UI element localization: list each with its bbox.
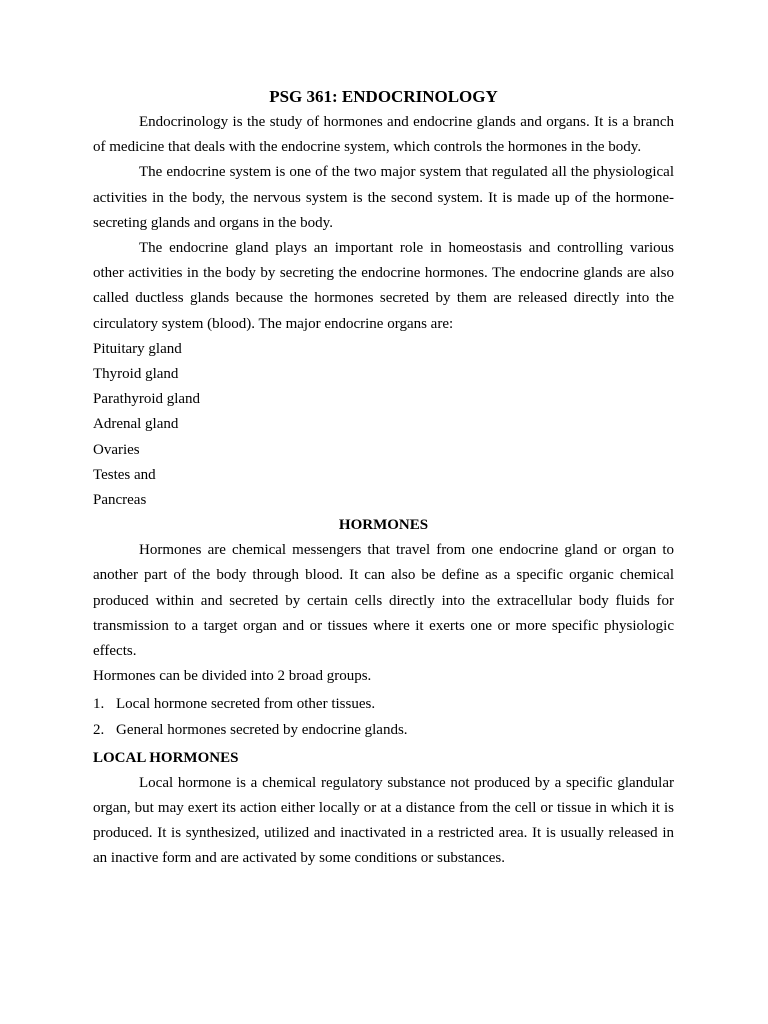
organ-item: Thyroid gland xyxy=(93,366,179,383)
list-number: 2. xyxy=(93,721,105,738)
organ-item: Pancreas xyxy=(93,492,147,509)
organ-item: Testes and xyxy=(93,466,156,483)
organ-item: Ovaries xyxy=(93,441,140,458)
groups-list-item xyxy=(93,718,674,743)
intro-paragraph-2: The endocrine system is one of the two major system that regulated all the physiological activities in the body, the nervous system is the second system. It is made up of the hormone-secreting glands and organs in the body. xyxy=(93,164,674,231)
intro-paragraph-3: The endocrine gland plays an important role in homeostasis and controlling various other activities in the body by secreting the endocrine hormones. The endocrine glands are also called ductless glands because the hormones secreted by them are released directly into the circulatory system (blood). The major endocrine organs are: xyxy=(93,240,674,332)
groups-intro: Hormones can be divided into 2 broad groups. xyxy=(93,668,372,685)
organ-item: Pituitary gland xyxy=(93,340,182,357)
list-text: General hormones secreted by endocrine glands. xyxy=(116,721,408,738)
groups-list xyxy=(93,692,674,742)
document-page xyxy=(93,84,674,872)
local-hormones-heading: LOCAL HORMONES xyxy=(93,749,239,766)
organ-list xyxy=(93,337,674,513)
local-hormones-paragraph: Local hormone is a chemical regulatory substance not produced by a specific glandular organ, but may exert its action either locally or at a distance from the cell or tissue in which it is produced. It is synthesized, utilized and inactivated in a restricted area. It is usually released in an inactive form and are activated by some conditions or substances. xyxy=(93,774,674,867)
hormones-paragraph: Hormones are chemical messengers that travel from one endocrine gland or organ to another part of the body through blood. It can also be define as a specific organic chemical produced within and secreted by certain cells directly into the extracellular body fluids for transmission to a target organ and or tissues where it exerts one or more specific physiologic effects. xyxy=(93,542,674,660)
list-text: Local hormone secreted from other tissues. xyxy=(116,696,376,713)
organ-item: Parathyroid gland xyxy=(93,391,201,408)
intro-paragraph-1: Endocrinology is the study of hormones and endocrine glands and organs. It is a branch of medicine that deals with the endocrine system, which controls the hormones in the body. xyxy=(93,114,674,156)
groups-list-item xyxy=(93,692,674,717)
page-title: PSG 361: ENDOCRINOLOGY xyxy=(269,87,498,106)
hormones-heading: HORMONES xyxy=(338,517,429,534)
list-number: 1. xyxy=(93,696,105,713)
organ-item: Adrenal gland xyxy=(93,416,179,433)
